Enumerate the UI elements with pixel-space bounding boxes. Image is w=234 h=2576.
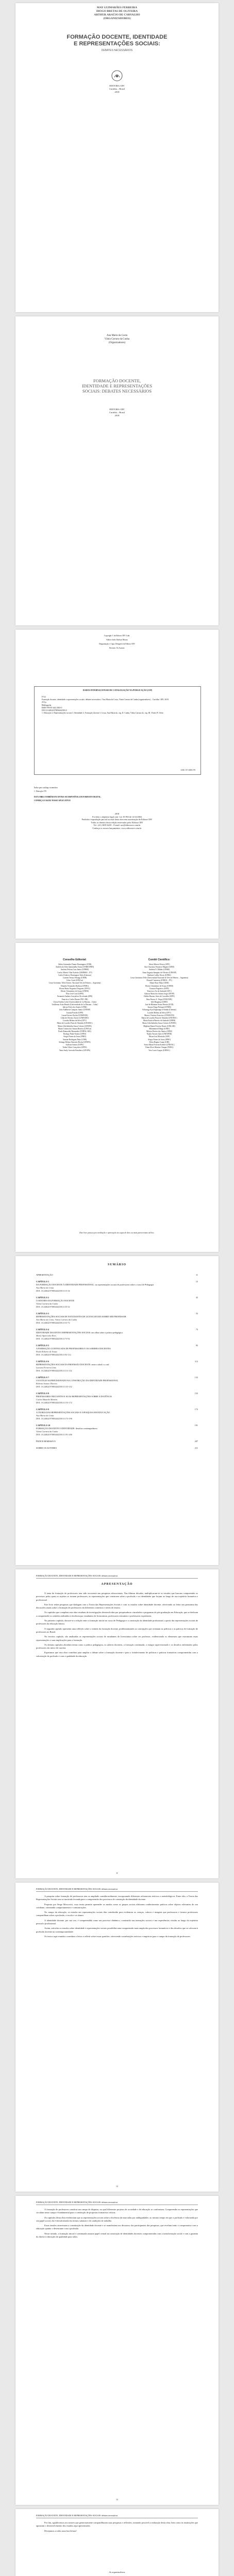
toc-doi: DOI: 10.24824/978854442583.0.173-190 [36, 1417, 72, 1420]
running-header: FORMAÇÃO DOCENTE, IDENTIDADE E REPRESENTAÇÕES SOCIAIS: debates necessários [36, 2514, 198, 2518]
credits-line: Copyright © da Editora CRV Ltda. [104, 635, 130, 637]
toc-entry[interactable] [36, 1408, 198, 1420]
committee-member: Diosnel Centurion (UNIDA – PY) [146, 979, 172, 982]
page-number: 11 [116, 1872, 118, 1874]
committee-member: Jussara Fraga Portugal (UNEB) [147, 1006, 171, 1009]
presentation-page [15, 1569, 219, 1878]
toc-page-number: 207 [194, 1440, 198, 1443]
toc-authors: Vânia Carrara da Cunha [36, 1430, 58, 1433]
toc-page-number: 191 [194, 1424, 198, 1427]
council-member: Elizeu Clementino de Souza (UNEB) [61, 990, 89, 993]
toc-doi: DOI: 10.24824/978854442583.0.133-152 [36, 1385, 72, 1388]
publisher-year: 2018 [114, 91, 120, 93]
committee-member: Eliane Rose Maio (UEM) [149, 982, 169, 985]
council-member: Guillermo Arias Beatón (Universidade de La Havana – Cuba) [52, 1004, 98, 1006]
council-member: Lourdes Helena da Silva (UFV) [63, 1020, 87, 1022]
paragraph: Por fim, agradecemos aos autores que generosamente compartilharam suas pesquisas e reflexões, tornando possível a realização desta obra, bem como às instituições que apoiaram o desenvolvimento dos estudos aqui apresentados. [36, 2521, 198, 2528]
toc-page-number: 15 [195, 1280, 198, 1283]
council-member: Maria de Lourdes Pinto de Almeida (UNOESC) [57, 1022, 93, 1025]
paragraph: A pesquisa sobre formação de professores tem se ampliado consideravelmente, incorporando diferentes referenciais teóricos e metodológicos. Entre eles, a Teoria das Representações Sociais tem se mostrado fecunda para a compreensão dos processos de construção da identidade docente. [36, 1895, 198, 1901]
toc-title: ÍNDICE REMISSIVO [36, 1440, 56, 1443]
paragraph: Desejamos a todos uma boa leitura! [44, 2529, 77, 2532]
legal-line: Todos os direitos desta edição reservados pela: Editora CRV [91, 821, 143, 824]
committee-member: Maria Lília Imbiriba Sousa Colares (UFOPA) [142, 1022, 176, 1025]
council-member: Sérgio Nunes de Jesus (IFRO) [63, 1036, 86, 1038]
toc-authors: Paulo Roberto de Souza [36, 1350, 57, 1353]
catalog-line: DOI 10.24824/978854442583.0 [42, 709, 67, 712]
paragraph: No campo da educação, os estudos em representações sociais têm contribuído para evidenciar as crenças, valores e imagens que professores e futuros professores compartilham sobre a profissão, a escola e os alunos. [36, 1911, 198, 1917]
committee-member: Cesar Gerónimo Tello (Universidad Nacional de Três de Febrero – Argentina) [130, 977, 188, 979]
council-member: Elione Maria Nogueira Diogenes (UFAL) [59, 987, 90, 990]
toc-page-number: 211 [194, 1447, 198, 1449]
toc-chapter-label: CAPÍTULO 3 [36, 1312, 49, 1315]
toc-title: O ESTÁGIO SUPERVISIONADO NA CONSTRUÇÃO DA IDENTIDADE PROFISSIONAL [36, 1379, 119, 1382]
council-member: Fernando Antônio Gonçalves Alcoforado (IPB) [57, 995, 93, 998]
toc-page-number: 153 [194, 1392, 198, 1395]
committee-member: Sonia Maria Ferreira Koehler (UNISAL) [144, 1044, 175, 1046]
toc-doi: DOI: 10.24824/978854442583.0.191-206 [36, 1433, 72, 1436]
cover-title [15, 34, 219, 47]
committee-member: José de Ribamar Sousa Pereira (UCB) [145, 1004, 174, 1006]
committee-member: Marcos Vinicius Francisco (UNOESTE) [144, 1014, 175, 1016]
committee-member: Gláucia Maria dos Santos Jorge (UFOP) [144, 993, 175, 995]
committee-member: Maria Eurácia Barreto de Andrade (UFRB) [143, 1020, 176, 1022]
toc-doi: DOI: 10.24824/978854442583.0.15-34 [36, 1290, 70, 1292]
body-text [36, 2521, 198, 2534]
committee-member: Ilma Passos A. Veiga (UNICEUB) [146, 998, 172, 1001]
council-member: Celso Conti (UFSCar) [66, 979, 83, 982]
section-title: APRESENTAÇÃO [101, 1583, 133, 1586]
catalog-line: Formação docente, identidade e representações sociais: debates necessários / Ana Maria da Costa, Vânia Carrara da Cunha (organizadores) – Curitiba: CRV, 2018. [42, 699, 169, 701]
toc-page-number: 93 [195, 1344, 198, 1347]
council-left-title: Conselho Editorial: [63, 958, 87, 961]
index-title: Índice para catálogo sistemático [34, 787, 58, 789]
toc-authors: Luciana Ferreira Lima [36, 1366, 56, 1369]
title-line: SOCIAIS: DEBATES NECESSÁRIOS [82, 388, 152, 394]
toc-page-number: 11 [195, 1274, 198, 1276]
toc-page-number: 113 [194, 1360, 198, 1363]
committee-member: Mônica Pereira dos Santos (UFRJ) [146, 1030, 173, 1033]
editor-name: DIOGO BRETAS DE OLIVEIRA [96, 10, 138, 13]
committee-member: Anna Augusta Sampaio de Oliveira (UNESP) [142, 971, 176, 974]
toc-authors: Roberta Santos Oliveira [36, 1382, 57, 1385]
toc-entry[interactable] [36, 1424, 198, 1436]
legal-line: 2018 [114, 812, 120, 815]
council-member: Élsio José Corá (UFFS) [65, 993, 84, 995]
cover-subtitle: DEBATES NECESSÁRIOS [101, 49, 133, 52]
text-page [15, 2196, 219, 2505]
toc-page-number: 35 [195, 1296, 198, 1299]
toc-title: DA FORMAÇÃO DOCENTE À IDENTIDADE PROFISSIONAL: as representações sociais de professores sobre o curso de Pedagogia [36, 1283, 154, 1286]
toc-authors: Maria Aparecida Alves [36, 1334, 56, 1337]
toc-entry[interactable] [36, 1296, 198, 1309]
toc-entry[interactable] [36, 1447, 198, 1450]
running-header: FORMAÇÃO DOCENTE, IDENTIDADE E REPRESENTAÇÕES SOCIAIS: debates necessários [36, 2201, 198, 2205]
publisher-name: EDITORA CRV [109, 84, 125, 87]
council-member: Solange Helena Ximenes-Rocha (UFOPA) [59, 1041, 91, 1043]
council-member: Jailson Alves dos Santos (UFRJ) [62, 1006, 87, 1009]
toc-page-number: 133 [194, 1376, 198, 1379]
committee-member: Elizeu Clementino de Souza (UNEB) [145, 985, 173, 987]
paragraph: No primeiro capítulo, discute-se a relação entre a formação inicial no curso de Pedagogia e a construção da identidade profissional, a partir das representações sociais de professores da educação básica. [36, 1619, 198, 1625]
credits-page [15, 630, 219, 939]
editor-name: ARTHUR ARAÚJO DE CARVALHO [94, 13, 140, 16]
committee-member: Helder Buenos Aires de Carvalho (UFPI) [144, 995, 175, 998]
council-member: Eduardo Fernandes Barbosa (UFMG) [60, 985, 89, 987]
summary-title: SUMÁRIO [107, 1263, 126, 1266]
body-text [36, 2208, 198, 2240]
toc-chapter-label: CAPÍTULO 2 [36, 1296, 49, 1299]
toc-doi: DOI: 10.24824/978854442583.0.35-52 [36, 1306, 70, 1308]
council-member: João Adalberto Campato Junior (UNESP) [59, 1009, 91, 1011]
page-number: 12 [116, 2185, 118, 2188]
presentation-text [36, 1592, 198, 1659]
toc-authors: Ana Maria da Costa [36, 1286, 54, 1289]
cover-title-line: FORMAÇÃO DOCENTE, IDENTIDADE [66, 34, 168, 40]
toc-title: A FORMAÇÃO CONTINUADA DE PROFESSORES E OS SABERES DOCENTES [36, 1347, 111, 1350]
catalog-line: 216 p. [42, 701, 47, 704]
credits-line: Revisão: Os Autores [109, 647, 125, 649]
council-member: Francisco Carlos Duarte (PUC-PR) [61, 998, 88, 1001]
toc-entry[interactable] [36, 1274, 198, 1277]
title-page [15, 316, 219, 625]
toc-title: APRESENTAÇÃO [36, 1274, 53, 1276]
editor-name: Ana Maria da Costa [106, 334, 128, 337]
paragraph: Os capítulos que compõem esta obra resultam de investigações desenvolvidas por pesquisadores vinculados a programas de pós-graduação em Educação, que se dedicam a compreender os sentidos atribuídos à docência por estudantes de licenciatura, professores iniciantes e professores experientes. [36, 1611, 198, 1617]
title-line: IDENTIDADE E REPRESENTAÇÕES [81, 383, 153, 388]
toc-authors: Vânia Carrara da Cunha [36, 1302, 58, 1305]
toc-entry[interactable] [36, 1360, 198, 1372]
editor-name: Vânia Carrara da Cunha [104, 338, 130, 341]
committee-member: Maria de Lourdes Pinto de Almeida (UNOESC) [141, 1017, 177, 1020]
council-left [36, 958, 113, 1052]
committee-member: Inês Bragança (UERJ) [151, 1001, 168, 1003]
toc-doi: DOI: 10.24824/978854442583.0.53-72 [36, 1321, 70, 1324]
committee-member: Sérgio Nunes de Jesus (IFRO) [148, 1038, 171, 1041]
toc-chapter-label: CAPÍTULO 8 [36, 1392, 49, 1395]
legal-line: Proibida a reprodução parcial ou total desta obra sem autorização da Editora CRV [81, 818, 153, 821]
publisher-logo-icon [111, 70, 123, 81]
publisher-name: EDITORA CRV [109, 408, 125, 411]
cover-page [15, 3, 219, 312]
council-member: Leonel Severo Rocha (UNISINOS) [61, 1014, 88, 1016]
committee-member: Barbara Coelho Neves (UFBA) [147, 974, 171, 976]
committee-member: Kilwangy Kya Kapitango-a-Samba (Unemat) [142, 1009, 176, 1011]
committee-member: Silvia Regina Canan (URI) [149, 1041, 170, 1043]
committee-member: Míghian Danae Ferreira Nunes (UNILAB) [143, 1025, 175, 1027]
toc-chapter-label: CAPÍTULO 10 [36, 1424, 51, 1427]
toc-authors: Ana Maria da Costa; Vânia Carrara da Cunha [36, 1318, 77, 1321]
legal-line: Conheça os nossos lançamentos: www.editoracrv.com.br [92, 826, 142, 829]
publisher-year: 2018 [114, 414, 120, 417]
committee-member: Andréia N. Militão (UEMS) [148, 969, 170, 971]
editor-name: MAY GUIMARÃES FERREIRA [96, 6, 138, 9]
council-member: Carlos Federico Dominguez Avila (Unieuro) [58, 974, 91, 976]
catalog-card [34, 686, 201, 775]
catalog-caption: DADOS INTERNACIONAIS DE CATALOGAÇÃO NA PUBLICAÇÃO (CIP) [82, 689, 153, 691]
council-member: Paulo Romualdo Hernandes (UNIFAL-MG) [58, 1030, 91, 1033]
toc-page-number: 73 [195, 1328, 198, 1331]
council-member: Tania Suely Azevedo Brasileiro (UFOPA) [59, 1049, 91, 1052]
paragraph: Este livro reúne pesquisas que dialogam com a Teoria das Representações Sociais e com os estudos sobre identidade docente, oferecendo ao leitor um panorama das discussões atuais sobre a formação de professores em diferentes contextos e níveis de ensino. [36, 1603, 198, 1609]
legal-line: Tel.: (41) 3039-6418 – E-mail: sac@editoracrv.com.br [93, 824, 141, 827]
council-member: Antônio Pereira Gaio Júnior (UFRRJ) [60, 969, 89, 971]
council-right-title: Comitê Científico: [148, 958, 171, 961]
toc-title: REPRESENTAÇÕES SOCIAIS DA PROFISSÃO DOCENTE: entre o ideal e o real [36, 1363, 109, 1366]
text-page [15, 1883, 219, 2192]
toc-chapter-label: CAPÍTULO 7 [36, 1376, 49, 1379]
paragraph: Os capítulos desta obra evidenciam que as representações sociais sobre a docência são marcadas por ambiguidades: ao mesmo tempo em que a profissão é valorizada por seu papel social, ela é desvalorizada em termos salariais e de condições de trabalho. [36, 2216, 198, 2222]
toc-entry[interactable] [36, 1328, 198, 1341]
committee-member: Nilson José Machado (USP) [148, 1036, 170, 1038]
credits-line: Editor-chefe: Railson Moura [106, 639, 128, 641]
council-member: Maria Lília Imbiriba Sousa Colares (UFOPA) [58, 1025, 92, 1027]
title-line: FORMAÇÃO DOCENTE, [93, 378, 141, 383]
editor-role: (Organizadores) [108, 342, 126, 344]
index-item: 1. Educação 370 [34, 790, 46, 792]
catalog-line: ISBN 978-85-444-2583-0 [42, 706, 62, 709]
council-member: Sydione Santos (UEPG) [65, 1044, 84, 1046]
committee-member: Altair Alberto Fávero (UPF) [148, 963, 170, 965]
toc-chapter-label: CAPÍTULO 5 [36, 1344, 49, 1347]
paragraph: Esperamos que esta obra contribua para ampliar o debate sobre a formação docente e para o fortalecimento de políticas e práticas formativas comprometidas com a valorização da profissão e com a qualidade da educação. [36, 1651, 198, 1657]
council-page [15, 943, 219, 1252]
paragraph: O tema da formação de professores tem sido recorrente nas pesquisas educacionais. Nas últimas décadas, multiplicaram-se os estudos que buscam compreender os processos pelos quais os sujeitos se tornam professores, as representações que constroem sobre a profissão e as identidades que forjam ao longo de sua trajetória formativa e profissional. [36, 1592, 198, 1601]
toc-entry[interactable] [36, 1280, 198, 1293]
toc-page-number: 53 [195, 1312, 198, 1315]
catalog-body [42, 696, 193, 715]
committee-member: Fauston Negreiros (UFPI) [149, 987, 169, 990]
publisher-city: Curitiba – Brasil [109, 88, 125, 90]
toc-title: O SENTIDO DA FORMAÇÃO DOCENTE [36, 1299, 75, 1302]
committee-member: Vera Lucia Gaspar (UDESC) [148, 1049, 170, 1052]
paragraph: Assim, articular os estudos sobre identidade e representações sociais possibilita uma compreensão mais ampla dos processos formativos e dos desafios que se colocam à profissão docente na contemporaneidade. [36, 1927, 198, 1933]
legal-block [15, 812, 219, 830]
council-member: Andréia da Silva Quintanilha Sousa (UNIR/UFRN) [55, 966, 94, 969]
committee-member: Francisco Ari de Andrade (UFC) [147, 990, 172, 993]
council-left-list [36, 963, 113, 1052]
toc-authors: Carlos Eduardo Martins [36, 1398, 58, 1401]
cover-title-line: E REPRESENTAÇÕES SOCIAIS: [74, 41, 160, 47]
toc-title: SOBRE OS AUTORES [36, 1447, 57, 1449]
digital-note: CONHEÇA E BAIXE NOSSO APLICATIVO! [34, 800, 71, 802]
summary-page [15, 1256, 219, 1565]
council-member: Rodrigo Pratte-Santos (UFES) [63, 1033, 86, 1036]
toc-entry[interactable] [36, 1392, 198, 1404]
catalog-line: F723 [42, 696, 46, 698]
toc-title: A TEORIA DAS REPRESENTAÇÕES SOCIAIS E A PESQUISA EM EDUCAÇÃO [36, 1411, 110, 1414]
council-member: Tadeu Oliver Gonçalves (UFPA) [62, 1046, 87, 1049]
paragraph: Os demais capítulos abordam temas como a prática pedagógica, os saberes docentes, a formação continuada, o estágio supervisionado e os desafios enfrentados pelos professores em início de carreira. [36, 1643, 198, 1650]
council-member: Gloria Fariñas León (Universidade de La Havana – Cuba) [53, 1001, 96, 1003]
committee-member: Vânia Alves Martins Chaigar (FURG) [145, 1046, 174, 1049]
committee-member: Najela Tavares Ujiie (UNESPAR) [146, 1033, 172, 1036]
paragraph: O segundo capítulo apresenta uma reflexão sobre o sentido da formação docente, problematizando as concepções que orientam as políticas e as práticas de formação de professores no Brasil. [36, 1627, 198, 1633]
toc-title: PROFESSORES INICIANTES E SUAS REPRESENTAÇÕES SOBRE A DOCÊNCIA [36, 1395, 112, 1398]
toc-entry[interactable] [36, 1312, 198, 1325]
toc-doi: DOI: 10.24824/978854442583.0.93-112 [36, 1353, 71, 1356]
committee-member: Mohammed Elhajji (UFRJ) [149, 1027, 170, 1030]
paragraph: A formação de professores constitui um campo de disputas, no qual diferentes projetos de sociedade e de educação se confrontam. Compreender as representações que circulam nesse campo é fundamental para a construção de propostas formativas críticas. [36, 2208, 198, 2214]
editor-role: (ORGANIZADORES) [103, 17, 131, 20]
council-member: Carmen Tereza Velanga (UNIR) [62, 977, 87, 979]
toc-authors: Ana Maria da Costa [36, 1414, 54, 1417]
publisher-city: Curitiba – Brasil [109, 411, 125, 414]
text-page [15, 2509, 219, 2576]
table-of-contents [36, 1274, 198, 1453]
council-member: Lídia de Oliveira Xavier (UNIEURO) [60, 1017, 89, 1020]
credits-block [57, 635, 177, 651]
catalog-foot: CDU 37 CDD 370 [180, 769, 195, 771]
council-member: Maria Cristina dos Santos Bezerra (UFSCar) [58, 1027, 92, 1030]
committee-member: Lourdes Helena da Silva (UFV) [147, 1011, 171, 1014]
legal-line: Foi feito o depósito legal conf. Lei 10.994 de 14/12/2004 [92, 815, 142, 818]
paragraph: Os textos aqui reunidos convidam o leitor a refletir sobre essas questões, oferecendo contribuições teóricas e empíricas para o campo da formação de professores. [44, 1935, 191, 1938]
toc-title: FORMAÇÃO DOCENTE E IDENTIDADE: desafios contemporâneos [36, 1427, 97, 1430]
credits-line: Diagramação e Capa: Designers da Editora CRV [99, 643, 135, 645]
toc-chapter-label: CAPÍTULO 9 [36, 1408, 49, 1411]
council-right-list [121, 963, 198, 1052]
toc-entry[interactable] [36, 1376, 198, 1388]
digital-note: ESTA OBRA TAMBÉM ENCONTRA-SE DISPONÍVEL EM FORMATO DIGITAL. [34, 796, 102, 798]
council-member: Josania Portela (UFPI) [66, 1011, 83, 1014]
title-page-editors [15, 334, 219, 345]
catalog-index [34, 787, 200, 803]
toc-doi: DOI: 10.24824/978854442583.0.73-92 [36, 1337, 70, 1340]
council-member: Cesar Gerónimo Tello (Univer. Nacional Três de Febrero – Argentina) [48, 982, 101, 985]
council-member: Aldira Guimarães Duarte Domínguez (UNB) [58, 963, 92, 965]
running-header: FORMAÇÃO DOCENTE, IDENTIDADE E REPRESENTAÇÕES SOCIAIS: debates necessários [36, 1888, 198, 1892]
paragraph: Nesse sentido, a formação inicial e continuada assume papel central na construção de identidades docentes comprometidas com a transformação social e com a garantia do direito à educação de qualidade para todos. [36, 2232, 198, 2239]
cover-publisher [15, 84, 219, 94]
paragraph: A identidade docente, por sua vez, é compreendida como um processo dinâmico, construído nas interações sociais e nas experiências vividas ao longo da trajetória pessoal e profissional. [36, 1919, 198, 1925]
toc-page-number: 173 [194, 1408, 198, 1411]
toc-title: REPRESENTAÇÕES SOCIAIS DE ESTUDANTES DE LICENCIATURA SOBRE SER PROFESSOR [36, 1315, 126, 1318]
page-number: 13 [116, 2498, 118, 2501]
toc-doi: DOI: 10.24824/978854442583.0.113-132 [36, 1369, 72, 1372]
title-page-publisher [15, 408, 219, 417]
paragraph: No terceiro capítulo, são analisadas as representações sociais de estudantes de licenciatura sobre ser professor, evidenciando os elementos que estruturam essas representações e suas implicações para a formação. [36, 1635, 198, 1641]
toc-chapter-label: CAPÍTULO 6 [36, 1360, 49, 1363]
catalog-line: Bibliografia [42, 704, 52, 706]
toc-doi: DOI: 10.24824/978854442583.0.153-172 [36, 1401, 72, 1404]
council-member: Simone Rodrigues Pinto (UNB) [62, 1038, 87, 1041]
paragraph: Essas tensões atravessam a constituição da identidade docente e se manifestam nos discursos dos participantes das pesquisas, que revelam tanto o compromisso com a educação quanto o desencanto com a profissão. [36, 2224, 198, 2230]
council-member: Carlos Alberto Vilar Estêvão (UMINHO – PT) [57, 971, 92, 974]
paragraph: Proposta por Serge Moscovici, essa teoria permite apreender os modos como os grupos sociais elaboram conhecimentos práticos sobre objetos relevantes de seu cotidiano, orientando comportamentos e comunicações. [36, 1903, 198, 1909]
toc-entry[interactable] [36, 1440, 198, 1443]
toc-chapter-label: CAPÍTULO 1 [36, 1280, 49, 1283]
council-footer: Este livro passou por avaliação e aprovação às cegas de dois ou mais pareceristas ad hoc. [79, 1231, 155, 1234]
toc-entry[interactable] [36, 1344, 198, 1357]
toc-chapter-label: CAPÍTULO 4 [36, 1328, 49, 1331]
committee-member: Ana Chrystina Venancio Mignot (UERJ) [144, 966, 175, 969]
body-text [36, 1895, 198, 1940]
signature: As organizadoras [109, 2571, 125, 2573]
council-right [121, 958, 198, 1052]
catalog-line: 1. Educação 2. Representações sociais 3. Identidade 4. Formação docente I. Costa, Ana Maria da. org. II. Cunha, Vânia Carrara da. org. III. Título IV. Série. [42, 712, 164, 715]
running-header: FORMAÇÃO DOCENTE, IDENTIDADE E REPRESENTAÇÕES SOCIAIS: debates necessários [36, 1574, 198, 1579]
toc-title: IDENTIDADE DOCENTE E REPRESENTAÇÕES SOCIAIS: um olhar sobre a prática pedagógica [36, 1331, 123, 1334]
title-page-title [15, 378, 219, 394]
cover-editors [15, 6, 219, 21]
